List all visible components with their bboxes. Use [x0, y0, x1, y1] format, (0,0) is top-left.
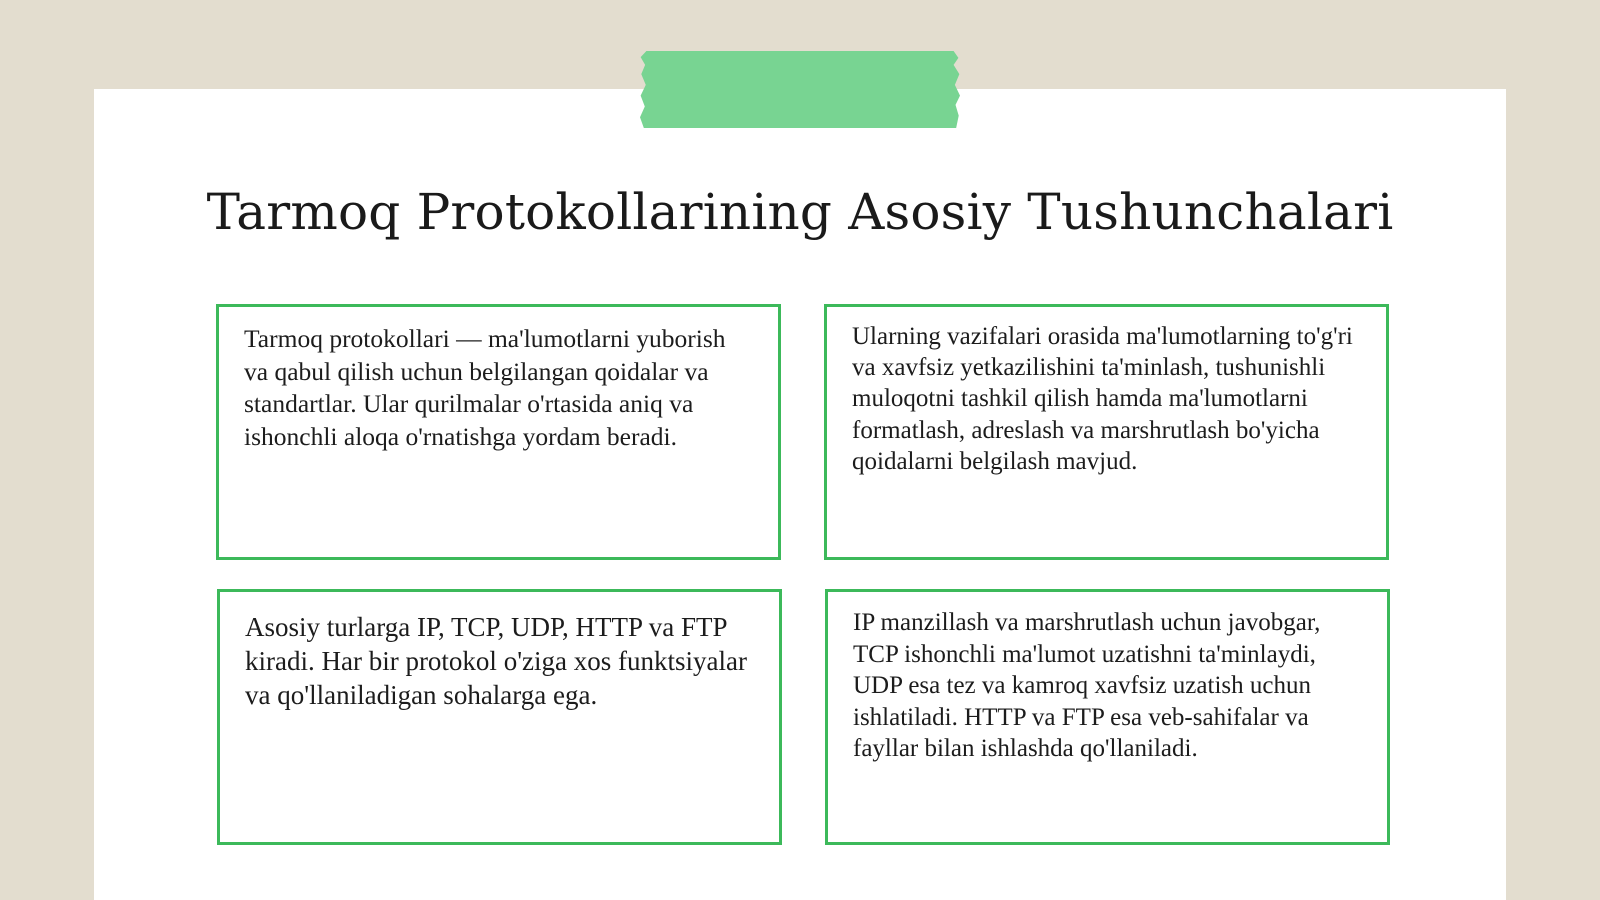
info-card-functions	[824, 304, 1389, 560]
card-text: Ularning vazifalari orasida ma'lumotlarning to'g'ri va xavfsiz yetkazilishini ta'minlash, tushunishli muloqotni tashkil qilish hamda ma'lumotlarni formatlash, adreslash va marshrutlash bo'yicha qoidalarni belgilash mavjud.	[852, 323, 1353, 475]
slide-title: Tarmoq Protokollarining Asosiy Tushunchalari	[206, 183, 1394, 241]
tape-decoration	[640, 51, 960, 128]
card-text: Asosiy turlarga IP, TCP, UDP, HTTP va FTP kiradi. Har bir protokol o'ziga xos funktsiyalar va qo'llaniladigan sohalarga ega.	[245, 612, 747, 710]
card-text: IP manzillash va marshrutlash uchun javobgar, TCP ishonchli ma'lumot uzatishni ta'minlaydi, UDP esa tez va kamroq xavfsiz uzatish uchun ishlatiladi. HTTP va FTP esa veb-sahifalar va fayllar bilan ishlashda qo'llaniladi.	[853, 609, 1321, 762]
card-text: Tarmoq protokollari — ma'lumotlarni yuborish va qabul qilish uchun belgilangan qoidalar va standartlar. Ular qurilmalar o'rtasida aniq va ishonchli aloqa o'rnatishga yordam beradi.	[244, 324, 726, 451]
info-card-types	[217, 589, 782, 845]
info-card-protocol-roles	[825, 589, 1390, 845]
info-card-definition	[216, 304, 781, 560]
